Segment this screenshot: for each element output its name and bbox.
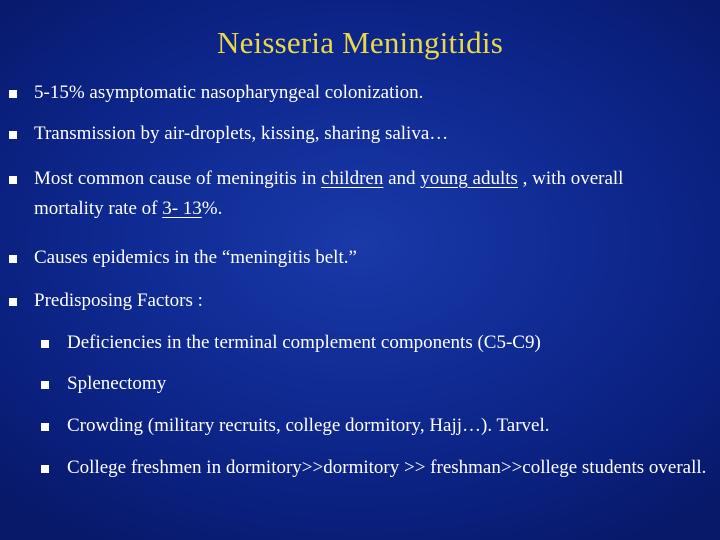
slide-title: Neisseria Meningitidis bbox=[217, 25, 503, 60]
text-segment: and bbox=[383, 168, 421, 189]
sub-bullet-complement-deficiency bbox=[41, 328, 711, 358]
square-bullet-icon bbox=[41, 340, 49, 348]
underlined-children: children bbox=[321, 168, 384, 189]
square-bullet-icon bbox=[41, 423, 49, 431]
square-bullet-icon bbox=[9, 255, 17, 263]
bullet-colonization bbox=[9, 78, 709, 108]
square-bullet-icon bbox=[9, 90, 17, 98]
bullet-epidemics bbox=[9, 243, 709, 273]
sub-bullet-text: College freshmen in dormitory>>dormitory >> freshman>>college students overall. bbox=[67, 457, 707, 478]
text-segment: , with overall mortality rate of bbox=[34, 168, 624, 219]
underlined-rate: 3- 13 bbox=[162, 198, 202, 219]
bullet-text: Causes epidemics in the “meningitis belt.” bbox=[34, 247, 357, 268]
text-segment: Most common cause of meningitis in bbox=[34, 168, 322, 189]
sub-bullet-text: Deficiencies in the terminal complement components (C5-C9) bbox=[67, 332, 541, 353]
bullet-text bbox=[34, 164, 694, 224]
sub-bullet-splenectomy bbox=[41, 369, 711, 399]
square-bullet-icon bbox=[9, 298, 17, 306]
bullet-common-cause bbox=[9, 164, 709, 224]
square-bullet-icon bbox=[41, 465, 49, 473]
bullet-transmission bbox=[9, 119, 709, 149]
bullet-text: Transmission by air-droplets, kissing, sharing saliva… bbox=[34, 123, 449, 144]
underlined-young-adults: young adults bbox=[420, 168, 518, 189]
sub-bullet-text: Splenectomy bbox=[67, 373, 167, 394]
square-bullet-icon bbox=[9, 131, 17, 139]
sub-bullet-text: Crowding (military recruits, college dormitory, Hajj…). Tarvel. bbox=[67, 415, 550, 436]
bullet-predisposing-factors bbox=[9, 286, 709, 316]
bullet-text: 5-15% asymptomatic nasopharyngeal colonization. bbox=[34, 82, 424, 103]
square-bullet-icon bbox=[41, 381, 49, 389]
sub-bullet-crowding bbox=[41, 411, 711, 441]
bullet-text: Predisposing Factors : bbox=[34, 290, 203, 311]
sub-bullet-college-freshmen bbox=[41, 453, 711, 483]
text-segment: %. bbox=[201, 198, 223, 219]
square-bullet-icon bbox=[9, 176, 17, 184]
